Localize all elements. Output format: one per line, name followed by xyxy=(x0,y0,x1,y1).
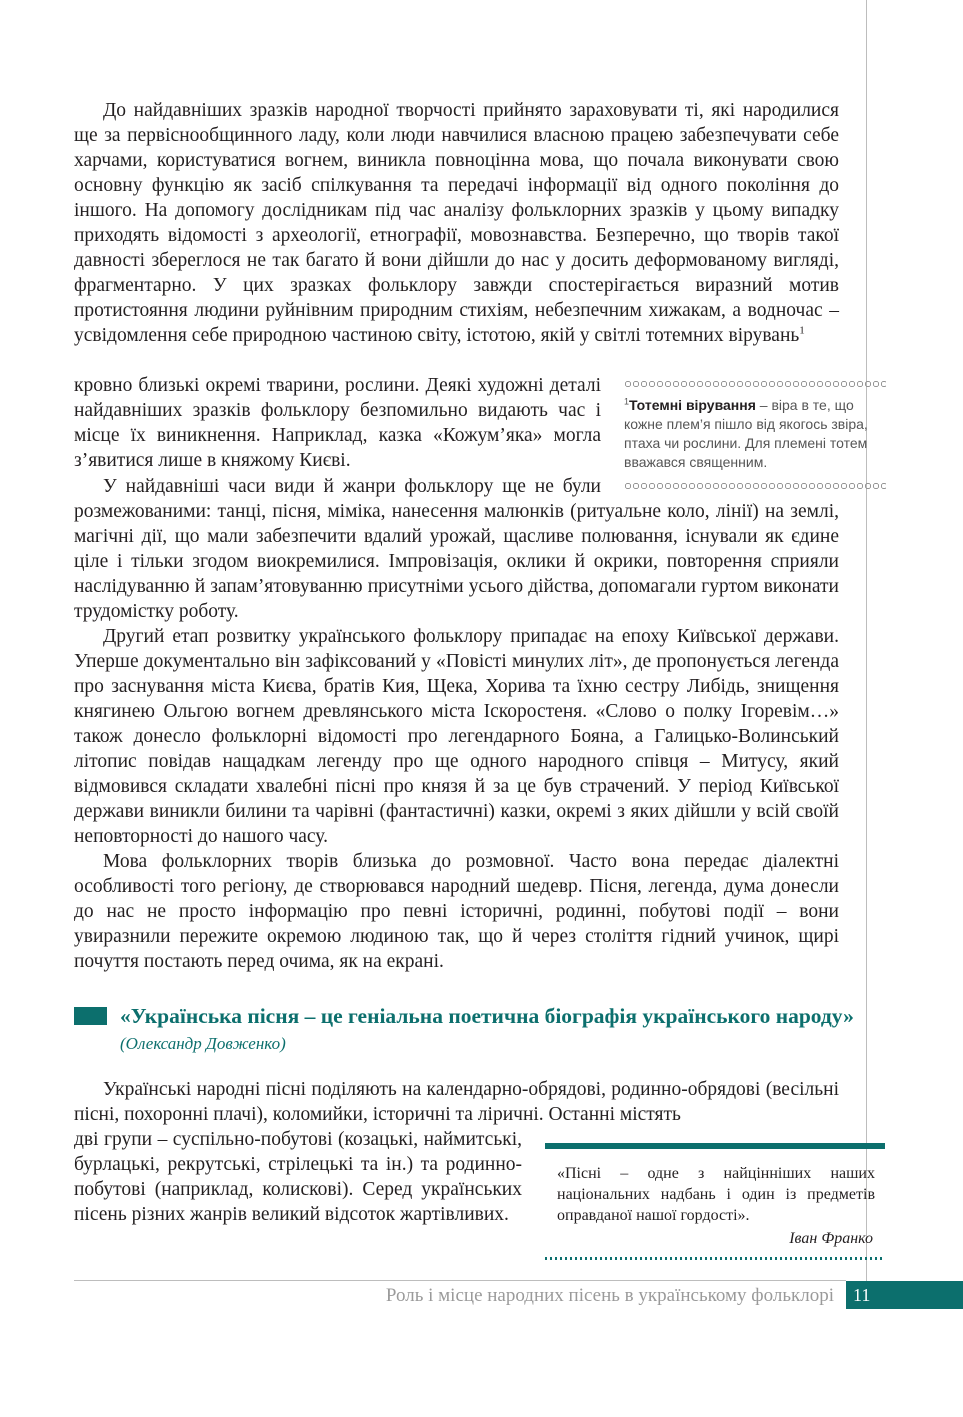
paragraph-1 xyxy=(74,98,839,348)
footnote-definition: – віра в те, що кожне плем’я пішло від якогось звіра, птаха чи рослини. Для племені тотем вважався священним. xyxy=(624,397,868,470)
paragraph-5: Українські народні пісні поділяють на календарно-обрядові, родинно-обрядові (весільні пісні, похоронні плачі), коломийки, історичні та ліричні. Останні містять xyxy=(74,1079,839,1125)
paragraph-4: Мова фольклорних творів близька до розмовної. Часто вона передає діалектні особливості того регіону, де створювався народний шедевр. Пісня, легенда, дума донесли до нас не просто інформацію про певні історичні, родинні, побутові події – вони увиразнили пережите окремою людиною так, що й через століття гідний учинок, щирі почуття постають перед очима, як на екрані. xyxy=(74,851,839,972)
footnote-ref[interactable]: 1 xyxy=(799,324,805,337)
quote-box xyxy=(545,1143,885,1260)
margin-rule xyxy=(866,0,867,1300)
float-spacer xyxy=(601,474,839,496)
footnote-text xyxy=(624,396,886,472)
running-footer-title: Роль і місце народних пісень в українському фольклорі xyxy=(385,1285,834,1306)
paragraph-1-text: До найдавніших зразків народної творчості прийнято зараховувати ті, які народилися ще за первіснообщинного ладу, коли люди навчилися власною працею забезпечувати себе харчами, користуватися вогнем, виникла повноцінна мова, що почала виконувати свою основну функцію як засіб спілкування та передачі інформації від одного покоління до іншого. На допомогу дослідникам під час аналізу фольклорних зразків у цьому випадку приходять відомості з археології, етнографії, мовознавства. Безперечно, що творів такої давності збереглося не так багато й вони дійшли до нас у досить деформованому вигляді, фрагментарно. У цих зразках фольклору завжди спостерігається виразний мотив протистояння людини руйнівним природним стихіям, небезпечним хижакам, а водночас – усвідомлення себе природною частиною світу, істотою, якій у світлі тотемних вірувань xyxy=(74,100,839,346)
paragraph-2: У найдавніші часи види й жанри фольклору ще не були розмежованими: танці, пісня, міміка, нанесення малюнків (ритуальне коло, лінії) на землі, магічні дії, що мали забезпечити вдалий урожай, щасливе полювання, існували як єдине ціле і тільки згодом виокремилися. Імпровізація, оклики й окрики, повторення сприяли наслідуванню й запам’ятовуванню присутніми усього дійства, допомагали гуртом виконати трудомістку роботу. xyxy=(74,476,839,622)
quote-author: Іван Франко xyxy=(789,1230,873,1247)
quote-text: «Пісні – одне з найцінніших наших національних надбань і один із предметів оправданої нашої гордості». xyxy=(557,1165,875,1224)
section-heading xyxy=(74,1003,854,1057)
paragraph-5-continued: дві групи – суспільно-побутові (козацькі, наймитські, бурлацькі, рекрутські, стрілецькі та ін.) та родинно-побутові (наприклад, колискові). Серед українських пісень різних жанрів великий відсоток жартівливих. xyxy=(74,1129,522,1225)
quote-box-dotted-line xyxy=(545,1257,885,1260)
heading-quote-author: (Олександр Довженко) xyxy=(120,1034,286,1053)
footer-rule xyxy=(74,1280,846,1281)
paragraph-1-continued: кровно близькі окремі тварини, рослини. Деякі художні деталі найдавніших зразків фольклору безпомильно видають час і місце їх виникнення. Наприклад, казка «Кожум’яка» могла з’явитися лише в княжому Києві. xyxy=(74,375,601,471)
page-number: 11 xyxy=(846,1281,963,1309)
wave-divider-top xyxy=(624,380,886,388)
heading-quote-text: «Українська пісня – це геніальна поетична біографія українського народу» xyxy=(120,1004,854,1028)
paragraph-3: Другий етап розвитку українського фольклору припадає на епоху Київської держави. Уперше документально він зафіксований у «Повісті минулих літ», де пропонується легенда про заснування міста Києва, братів Кия, Щека, Хорива та їхню сестру Либідь, знищення княгинею Ольгою вогнем древлянського міста Іскоростеня. «Слово о полку Ігоревім…» також донесло фольклорні відомості про легендарного Бояна, а Галицько-Волинський літопис повідав нащадкам легенду про ще одного народного співця – Митусу, який відмовився складати хвалебні пісні про князя й за це був страчений. У період Київської держави виникли билини та чарівні (фантастичні) казки, окремі з яких дійшли у всій своїй неповторності до нашого часу. xyxy=(74,626,839,847)
footnote-number: 1 xyxy=(624,396,630,407)
heading-marker xyxy=(74,1007,107,1025)
footnote-term: Тотемні вірування xyxy=(629,397,756,413)
paragraph-2-wrap xyxy=(74,474,839,624)
heading-quote xyxy=(120,1003,854,1057)
